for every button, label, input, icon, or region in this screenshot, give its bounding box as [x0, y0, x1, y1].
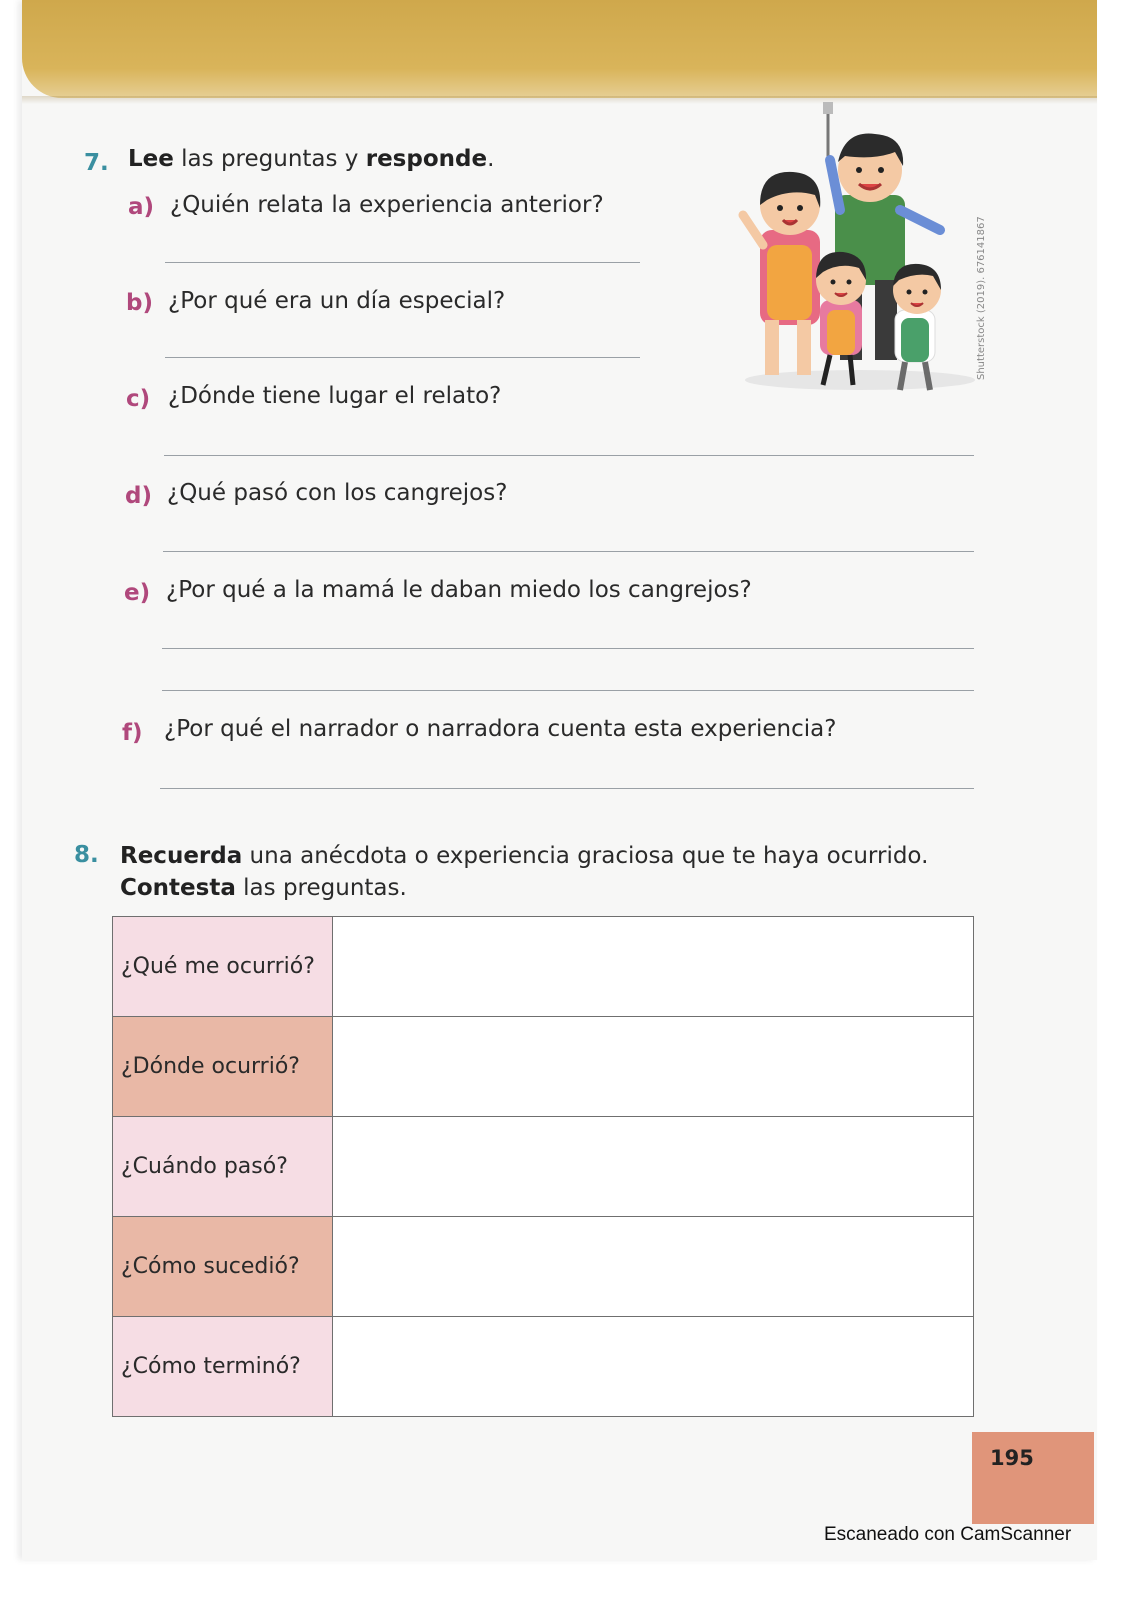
answer-line-a[interactable]: [165, 262, 640, 263]
question-a-letter: a): [128, 194, 155, 220]
page-number: 195: [990, 1446, 1034, 1470]
row-question: ¿Qué me ocurrió?: [113, 917, 333, 1017]
question-c-letter: c): [126, 386, 151, 412]
row-question: ¿Cómo sucedió?: [113, 1217, 333, 1317]
answer-line-b[interactable]: [165, 357, 640, 358]
exercise-8-instructions: [120, 840, 928, 904]
row-question: ¿Cuándo pasó?: [113, 1117, 333, 1217]
title-responde: responde: [365, 146, 488, 172]
answer-cell[interactable]: [333, 1117, 974, 1217]
title-period: .: [487, 146, 495, 172]
scanner-caption: Escaneado con CamScanner: [824, 1524, 1072, 1545]
question-d-letter: d): [125, 483, 152, 509]
question-a-text: ¿Quién relata la experiencia anterior?: [170, 192, 604, 218]
mother-figure: [743, 172, 820, 375]
question-c-text: ¿Dónde tiene lugar el relato?: [168, 383, 502, 409]
answer-line-e1[interactable]: [162, 648, 974, 649]
question-b-text: ¿Por qué era un día especial?: [168, 288, 506, 314]
question-d-text: ¿Qué pasó con los cangrejos?: [167, 480, 508, 506]
answer-line-e2[interactable]: [162, 690, 974, 691]
question-b-letter: b): [126, 290, 153, 316]
anecdote-table: [112, 916, 974, 1417]
question-f-letter: f): [122, 720, 143, 746]
exercise-7-number: 7.: [84, 150, 109, 176]
table-row: [113, 917, 974, 1017]
title-lee: Lee: [128, 146, 174, 172]
instruction-contesta: Contesta: [120, 875, 236, 901]
table-row: [113, 1117, 974, 1217]
question-e-letter: e): [124, 580, 151, 606]
answer-cell[interactable]: [333, 1317, 974, 1417]
question-f-text: ¿Por qué el narrador o narradora cuenta esta experiencia?: [164, 716, 837, 742]
spatula-icon: [823, 102, 833, 114]
row-question: ¿Dónde ocurrió?: [113, 1017, 333, 1117]
answer-line-f[interactable]: [160, 788, 974, 789]
table-row: [113, 1317, 974, 1417]
answer-cell[interactable]: [333, 1217, 974, 1317]
row-question: ¿Cómo terminó?: [113, 1317, 333, 1417]
exercise-8-number: 8.: [74, 842, 99, 868]
table-row: [113, 1217, 974, 1317]
instruction-recuerda: Recuerda: [120, 843, 243, 869]
table-row: [113, 1017, 974, 1117]
title-middle: las preguntas y: [173, 146, 366, 172]
girl-figure: [816, 252, 866, 385]
answer-cell[interactable]: [333, 1017, 974, 1117]
exercise-7-title: [128, 146, 494, 172]
question-e-text: ¿Por qué a la mamá le daban miedo los cangrejos?: [166, 577, 752, 603]
instruction-line1: una anécdota o experiencia graciosa que te haya ocurrido.: [242, 843, 929, 869]
family-illustration: [735, 100, 985, 400]
answer-line-c[interactable]: [164, 455, 974, 456]
answer-line-d[interactable]: [163, 551, 974, 552]
top-color-band: [22, 0, 1097, 98]
answer-cell[interactable]: [333, 917, 974, 1017]
instruction-line2: las preguntas.: [235, 875, 407, 901]
image-credit: Shutterstock (2019). 676141867: [976, 216, 987, 380]
